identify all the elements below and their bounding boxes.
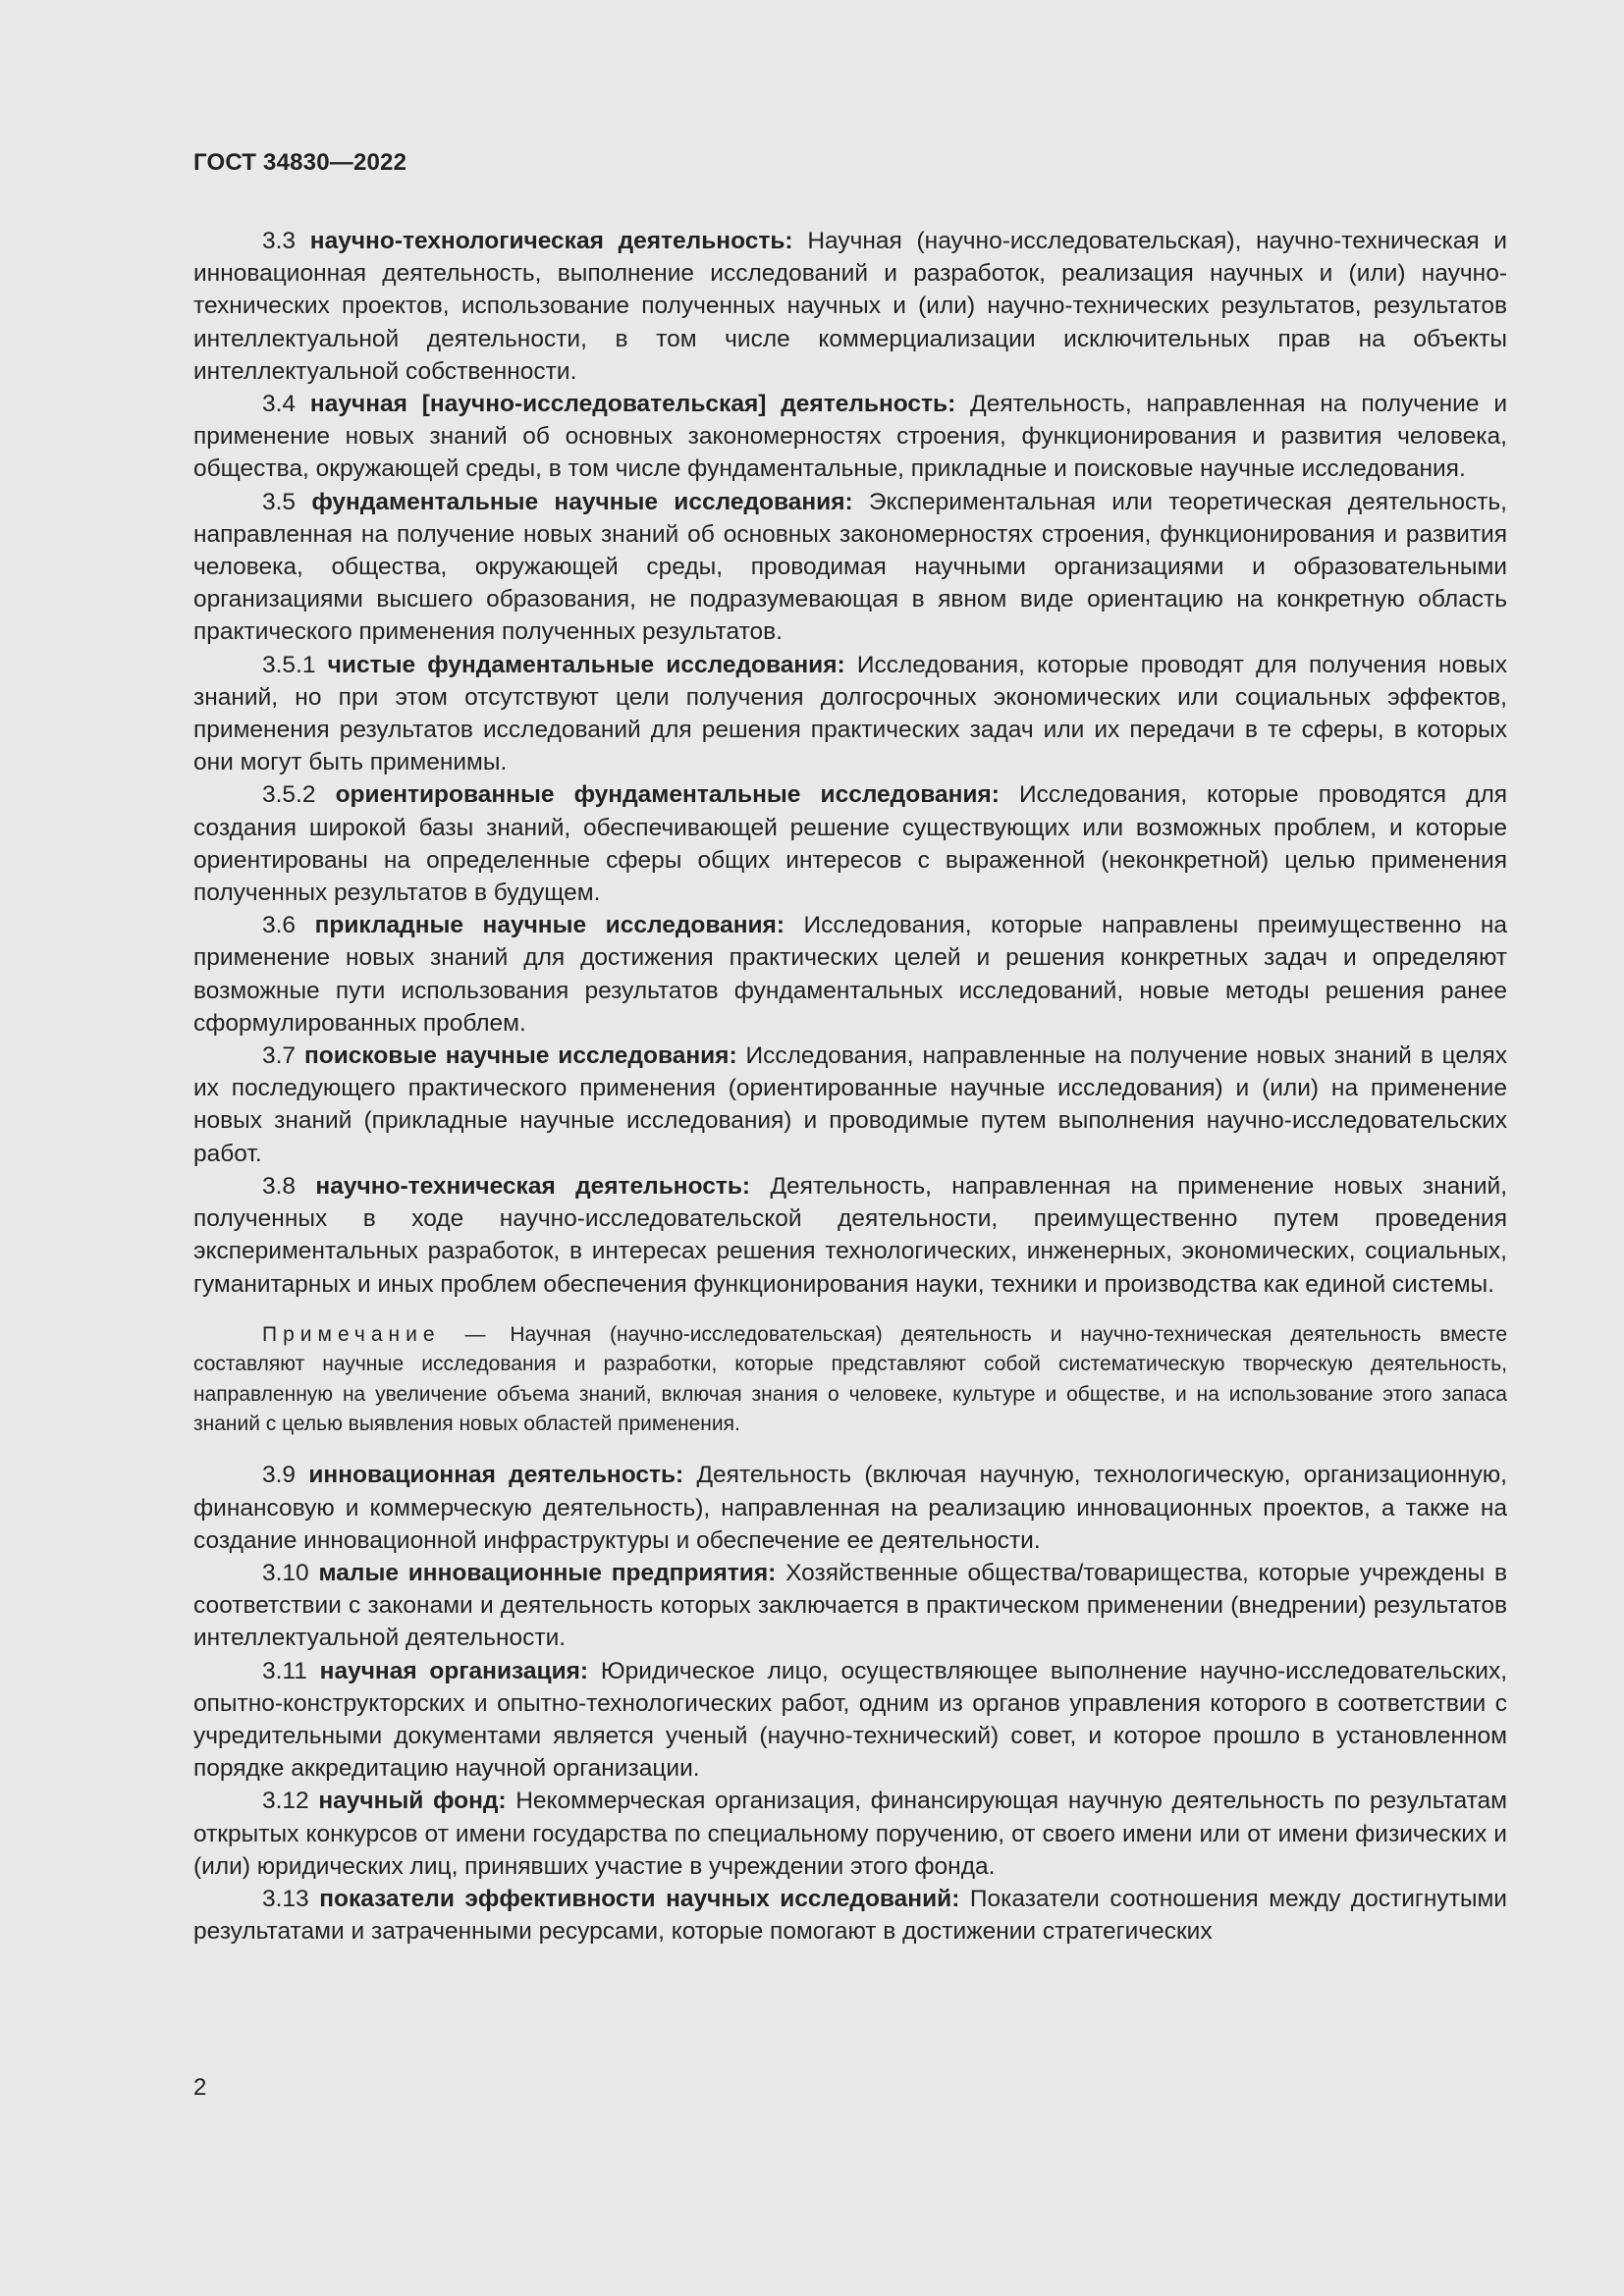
- clause-number: 3.6: [262, 912, 297, 939]
- clause-number: 3.11: [262, 1657, 307, 1684]
- clause-3-11: [193, 1655, 1507, 1786]
- clause-term: малые инновационные предприятия:: [318, 1559, 777, 1586]
- clause-3-8: [193, 1170, 1507, 1301]
- clause-text: Некоммерческая организация, финансирующая научную деятельность по результатам открытых конкурсов от имени государства по специальному поручению, от своего имени или от имени физических и (или) юридических лиц, принявших участие в учреждении этого фонда.: [193, 1788, 1507, 1880]
- clause-3-3: [193, 225, 1507, 388]
- clause-term: инновационная деятельность:: [308, 1462, 684, 1489]
- clause-3-9: [193, 1459, 1507, 1557]
- clause-number: 3.5: [262, 488, 297, 515]
- clause-term: поисковые научные исследования:: [303, 1042, 737, 1070]
- clause-3-5: [193, 486, 1507, 649]
- clause-3-4: [193, 388, 1507, 486]
- clause-text: Исследования, которые направлены преимущественно на применение новых знаний для достижения практических целей и решения конкретных задач и определяют возможные пути использования результатов фундаментальных исследований, новые методы решения ранее сформулированных проблем.: [193, 912, 1508, 1037]
- clause-number: 3.10: [262, 1559, 309, 1586]
- clause-term: прикладные научные исследования:: [314, 912, 785, 939]
- clause-term: научная [научно-исследовательская] деятельность:: [309, 391, 956, 418]
- clause-text: Деятельность, направленная на получение и применение новых знаний об основных закономерностях строения, функционирования и развития человека, общества, окружающей среды, в том числе фундаментальные, прикладные и поисковые научные исследования.: [193, 391, 1508, 483]
- clause-text: Юридическое лицо, осуществляющее выполнение научно-исследовательских, опытно-конструкторских и опытно-технологических работ, одним из органов управления которого в соответствии с учредительными документами является ученый (научно-технический) совет, и которое прошло в установленном порядке аккредитацию научной организации.: [193, 1657, 1508, 1783]
- note-text: Научная (научно-исследовательская) деятельность и научно-техническая деятельность вместе составляют научные исследования и разработки, которые представляют собой систематическую творческую деятельность, направленную на увеличение объема знаний, включая знания о человеке, культуре и обществе, и на использование этого запаса знаний с целью выявления новых областей применения.: [193, 1322, 1507, 1435]
- clause-3-5-2: [193, 778, 1507, 909]
- clause-text: Деятельность, направленная на применение новых знаний, полученных в ходе научно-исследовательской деятельности, преимущественно путем проведения экспериментальных разработок, в интересах решения технологических, инженерных, экономических, социальных, гуманитарных и иных проблем обеспечения функционирования науки, техники и производства как единой системы.: [193, 1172, 1508, 1298]
- document-body: [193, 225, 1507, 1948]
- clause-text: Экспериментальная или теоретическая деятельность, направленная на получение новых знаний об основных закономерностях строения, функционирования и развития человека, общества, окружающей среды, проводимая научными организациями и образовательными организациями высшего образования, не подразумевающая в явном виде ориентацию на конкретную область практического применения полученных результатов.: [193, 488, 1507, 646]
- clause-text: Показатели соотношения между достигнутыми результатами и затраченными ресурсами, которые помогают в достижении стратегических: [193, 1885, 1507, 1946]
- clause-number: 3.5.2: [262, 781, 316, 809]
- clause-term: фундаментальные научные исследования:: [311, 488, 853, 515]
- clause-text: Исследования, которые проводятся для создания широкой базы знаний, обеспечивающей решение существующих или возможных проблем, и которые ориентированы на определенные сферы общих интересов с выраженной (неконкретной) целью применения полученных результатов в будущем.: [193, 781, 1508, 907]
- clause-number: 3.12: [262, 1788, 309, 1815]
- clause-number: 3.3: [262, 228, 297, 254]
- clause-term: ориентированные фундаментальные исследования:: [335, 781, 1000, 809]
- clause-number: 3.5.1: [262, 651, 316, 678]
- clause-term: научно-техническая деятельность:: [315, 1172, 751, 1200]
- clause-3-12: [193, 1785, 1507, 1883]
- document-header: ГОСТ 34830—2022: [193, 149, 407, 176]
- clause-number: 3.9: [262, 1462, 297, 1489]
- note-label: Примечание —: [262, 1322, 492, 1346]
- clause-number: 3.8: [262, 1172, 297, 1200]
- clause-term: показатели эффективности научных исследований:: [319, 1885, 960, 1912]
- clause-3-6: [193, 909, 1507, 1040]
- clause-term: чистые фундаментальные исследования:: [327, 651, 845, 678]
- clause-3-7: [193, 1040, 1507, 1170]
- clause-term: научно-технологическая деятельность:: [309, 228, 793, 254]
- clause-text: Исследования, направленные на получение новых знаний в целях их последующего практического применения (ориентированные научные исследования) и (или) на применение новых знаний (прикладные научные исследования) и проводимые путем выполнения научно-исследовательских работ.: [193, 1042, 1508, 1167]
- clause-term: научный фонд:: [318, 1788, 507, 1815]
- clause-number: 3.4: [262, 391, 297, 418]
- clause-3-5-1: [193, 649, 1507, 779]
- clause-text: Хозяйственные общества/товарищества, которые учреждены в соответствии с законами и деятельность которых заключается в практическом применении (внедрении) результатов интеллектуальной деятельности.: [193, 1559, 1507, 1652]
- note-block: [193, 1320, 1507, 1440]
- clause-text: Деятельность (включая научную, технологическую, организационную, финансовую и коммерческую деятельность), направленная на реализацию инновационных проектов, а также на создание инновационной инфраструктуры и обеспечение ее деятельности.: [193, 1462, 1507, 1554]
- clause-3-13: [193, 1883, 1507, 1948]
- clause-number: 3.7: [262, 1042, 297, 1070]
- clause-text: Исследования, которые проводят для получения новых знаний, но при этом отсутствуют цели получения долгосрочных экономических или социальных эффектов, применения результатов исследований для решения практических задач или их передачи в те сферы, в которых они могут быть применимы.: [193, 651, 1507, 776]
- clause-3-10: [193, 1557, 1507, 1655]
- clause-term: научная организация:: [319, 1657, 589, 1684]
- clause-text: Научная (научно-исследовательская), научно-техническая и инновационная деятельность, выполнение исследований и разработок, реализация научных и (или) научно-технических проектов, использование полученных научных и (или) научно-технических результатов, результатов интеллектуальной деятельности, в том числе коммерциализации исключительных прав на объекты интеллектуальной собственности.: [193, 228, 1507, 385]
- clause-number: 3.13: [262, 1885, 309, 1912]
- page-number: 2: [193, 2074, 207, 2101]
